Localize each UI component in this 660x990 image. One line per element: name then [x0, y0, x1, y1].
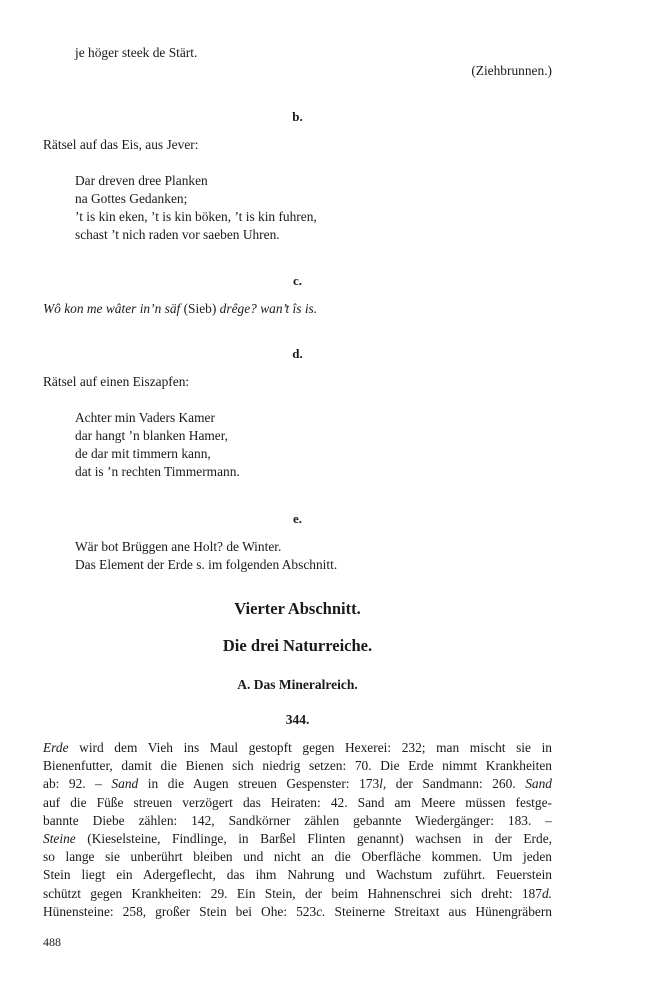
verse-line: dat is ’n rechten Timmermann.	[75, 464, 240, 479]
chapter-heading: Vierter Abschnitt.	[234, 599, 361, 618]
verse-line: je höger steek de Stärt.	[75, 45, 198, 60]
term: Sand	[111, 776, 139, 792]
paragraph-line: schützt gegen Krankheiten: 29. Ein Stein, der beim Hahnenschrei sich dreht: 187d.	[43, 885, 552, 901]
section-label-e: e.	[292, 511, 303, 526]
paragraph-line: Bienenfutter, damit die Bienen sich niedrig setzen: 70. Die Erde nimmt Krankheiten	[43, 758, 552, 774]
verse-line: ’t is kin eken, ’t is kin böken, ’t is kin fuhren,	[75, 209, 317, 224]
section-label-d: d.	[292, 346, 303, 361]
riddle-gloss: (Sieb)	[180, 301, 220, 316]
chapter-title: Die drei Naturreiche.	[222, 636, 373, 655]
riddle-italic: drêge? wan’t îs is.	[219, 301, 318, 316]
paragraph-line: ab: 92. – Sand in die Augen streuen Gespenster: 173l, der Sandmann: 260. Sand	[43, 776, 552, 792]
riddle-line: Das Element der Erde s. im folgenden Abschnitt.	[75, 557, 338, 572]
paragraph-line: bannte Diebe zählen: 142, Sandkörner zählen gebannte Wiedergänger: 183. –	[43, 812, 552, 828]
riddle-intro: Rätsel auf das Eis, aus Jever:	[43, 137, 199, 152]
entry-number: 344.	[285, 712, 310, 727]
verse-line: Dar dreven dree Planken	[75, 173, 208, 188]
verse-line: Achter min Vaders Kamer	[75, 410, 215, 425]
riddle-italic: Wô kon me wâter in’n säf	[43, 301, 181, 316]
paragraph-line: so lange sie unberührt bleiben und nicht an die Oberfläche kommen. Um jeden	[43, 849, 552, 865]
paragraph-line: auf die Füße streuen verzögert das Heiraten: 42. Sand am Meere müssen festge-	[43, 794, 552, 810]
subsection-heading: A. Das Mineralreich.	[237, 677, 358, 692]
riddle-line: Wär bot Brüggen ane Holt? de Winter.	[75, 539, 282, 554]
term: Steine	[43, 831, 76, 847]
riddle-intro: Rätsel auf einen Eiszapfen:	[43, 374, 190, 389]
section-label-b: b.	[292, 109, 303, 124]
verse-line: na Gottes Gedanken;	[75, 191, 188, 206]
paragraph-line: Hünensteine: 258, großer Stein bei Ohe: 523c. Steinerne Streitaxt aus Hünengräbern	[43, 903, 552, 919]
riddle-line	[43, 300, 317, 318]
section-label-c: c.	[292, 273, 303, 288]
paragraph-line: Stein liegt ein Adergeflecht, das ihm Nahrung und Wachstum zuführt. Feuerstein	[43, 867, 552, 883]
page-number: 488	[43, 935, 61, 949]
paragraph-line: Erde wird dem Vieh ins Maul gestopft gegen Hexerei: 232; man mischt sie in	[43, 740, 552, 755]
paragraph-line: Steine (Kieselsteine, Findlinge, in Barßel Flinten genannt) wachsen in der Erde,	[43, 831, 552, 847]
term: Sand	[525, 776, 552, 792]
body-paragraph	[43, 739, 552, 921]
verse-line: dar hangt ’n blanken Hamer,	[75, 428, 229, 443]
source-note: (Ziehbrunnen.)	[471, 63, 552, 78]
verse-line: de dar mit timmern kann,	[75, 446, 211, 461]
term: Erde	[43, 740, 69, 755]
verse-line: schast ’t nich raden vor saeben Uhren.	[75, 227, 280, 242]
